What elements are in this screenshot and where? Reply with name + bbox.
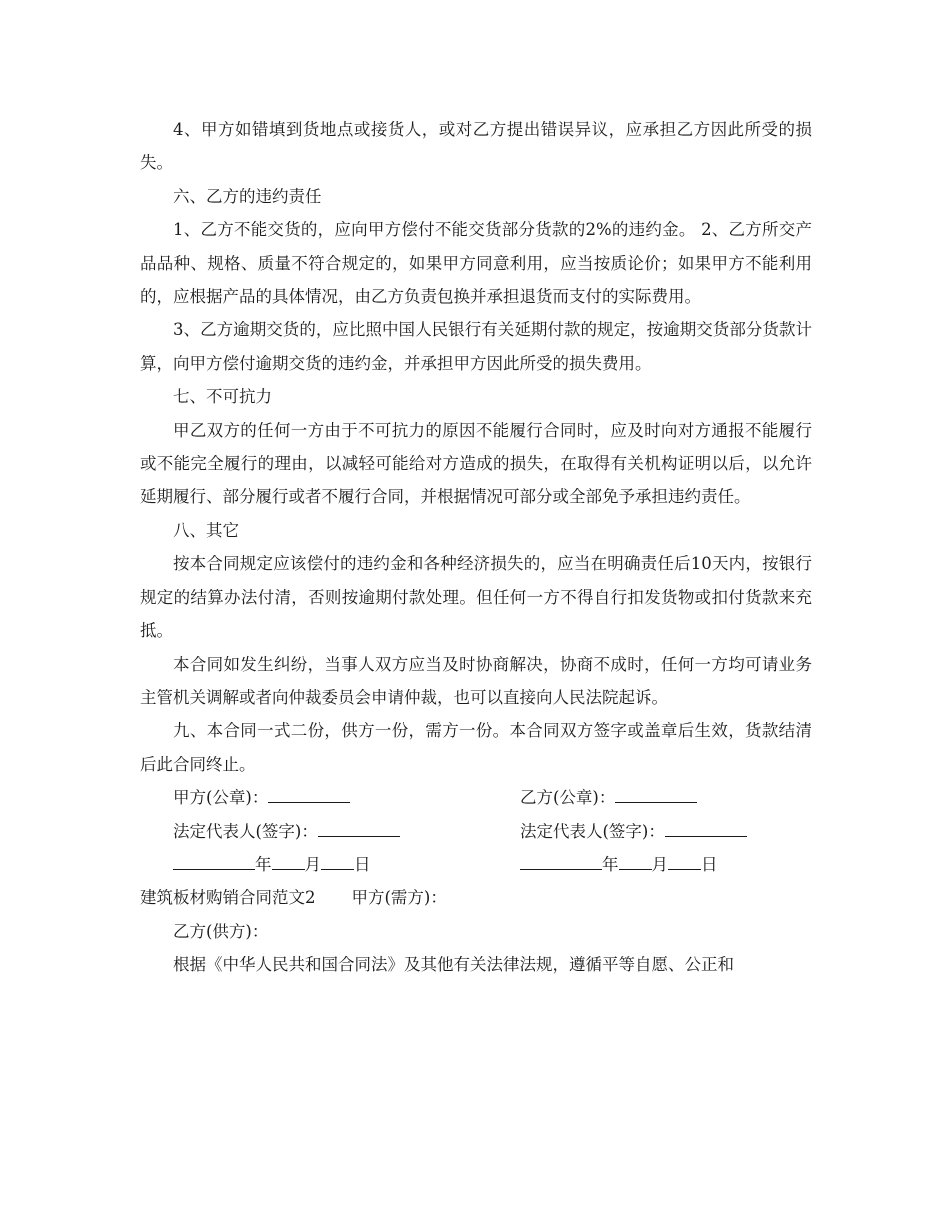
paragraph-copies-effect: 九、本合同一式二份，供方一份，需方一份。本合同双方签字或盖章后生效，货款结清后此合同终止。	[140, 721, 812, 774]
paragraph-seller-late-delivery: 3、乙方逾期交货的，应比照中国人民银行有关延期付款的规定，按逾期交货部分货款计算，向甲方偿付逾期交货的违约金，并承担甲方因此所受的损失费用。	[140, 320, 812, 373]
date-a-month-label: 月	[304, 854, 321, 874]
date-a-day-blank	[321, 853, 354, 870]
date-a-day-label: 日	[354, 854, 371, 874]
party-b-seal	[520, 781, 812, 814]
paragraph-buyer-error-clause: 4、甲方如错填到货地点或接货人，或对乙方提出错误异议，应承担乙方因此所受的损失。	[140, 120, 812, 173]
date-b-month-label: 月	[651, 854, 668, 874]
party-a-seal-blank	[268, 786, 350, 803]
paragraph-penalty-payment: 按本合同规定应该偿付的违约金和各种经济损失的，应当在明确责任后10天内，按银行规定的结算办法付清，否则按逾期付款处理。但任何一方不得自行扣发货物或扣付货款来充抵。	[140, 554, 812, 641]
date-a-year-blank	[173, 853, 255, 870]
date-b	[520, 848, 812, 881]
date-b-year-label: 年	[602, 854, 619, 874]
legal-rep-b-label: 法定代表人(签字)：	[520, 821, 665, 841]
legal-rep-b-blank	[665, 820, 747, 837]
date-b-day-blank	[668, 853, 701, 870]
signature-row-seal	[140, 781, 812, 814]
party-a-seal	[140, 781, 520, 814]
section-heading-other: 八、其它	[173, 520, 239, 540]
next-contract-party-b: 乙方(供方)：	[173, 921, 269, 941]
next-contract-title: 建筑板材购销合同范文2	[140, 888, 316, 908]
date-a	[140, 848, 520, 881]
date-b-year-blank	[520, 853, 602, 870]
party-b-seal-blank	[615, 786, 697, 803]
party-b-seal-label: 乙方(公章)：	[520, 788, 616, 808]
date-b-month-blank	[619, 853, 652, 870]
signature-row-date	[140, 848, 812, 881]
paragraph-force-majeure: 甲乙双方的任何一方由于不可抗力的原因不能履行合同时，应及时向对方通报不能履行或不能完全履行的理由，以减轻可能给对方造成的损失，在取得有关机构证明以后，以允许延期履行、部分履行或者不履行合同，并根据情况可部分或全部免予承担违约责任。	[140, 420, 812, 507]
legal-rep-a-label: 法定代表人(签字)：	[173, 821, 318, 841]
paragraph-seller-non-delivery: 1、乙方不能交货的，应向甲方偿付不能交货部分货款的2%的违约金。 2、乙方所交产品品种、规格、质量不符合规定的，如果甲方同意利用，应当按质论价；如果甲方不能利用的，应根据产品的具体情况，由乙方负责包换并承担退货而支付的实际费用。	[140, 220, 812, 307]
next-contract-title-line	[140, 881, 812, 914]
paragraph-dispute-resolution: 本合同如发生纠纷，当事人双方应当及时协商解决，协商不成时，任何一方均可请业务主管机关调解或者向仲裁委员会申请仲裁，也可以直接向人民法院起诉。	[140, 654, 812, 707]
legal-rep-a-blank	[318, 820, 400, 837]
legal-rep-b	[520, 815, 812, 848]
section-heading-seller-liability: 六、乙方的违约责任	[173, 186, 322, 206]
next-contract-party-a: 甲方(需方)：	[351, 888, 447, 908]
date-a-year-label: 年	[255, 854, 272, 874]
signature-row-legal-rep	[140, 815, 812, 848]
date-a-month-blank	[272, 853, 305, 870]
section-heading-force-majeure: 七、不可抗力	[173, 387, 272, 407]
next-contract-intro: 根据《中华人民共和国合同法》及其他有关法律法规，遵循平等自愿、公正和	[173, 955, 734, 975]
document-body	[140, 113, 812, 982]
legal-rep-a	[140, 815, 520, 848]
party-a-seal-label: 甲方(公章)：	[173, 788, 269, 808]
date-b-day-label: 日	[701, 854, 718, 874]
